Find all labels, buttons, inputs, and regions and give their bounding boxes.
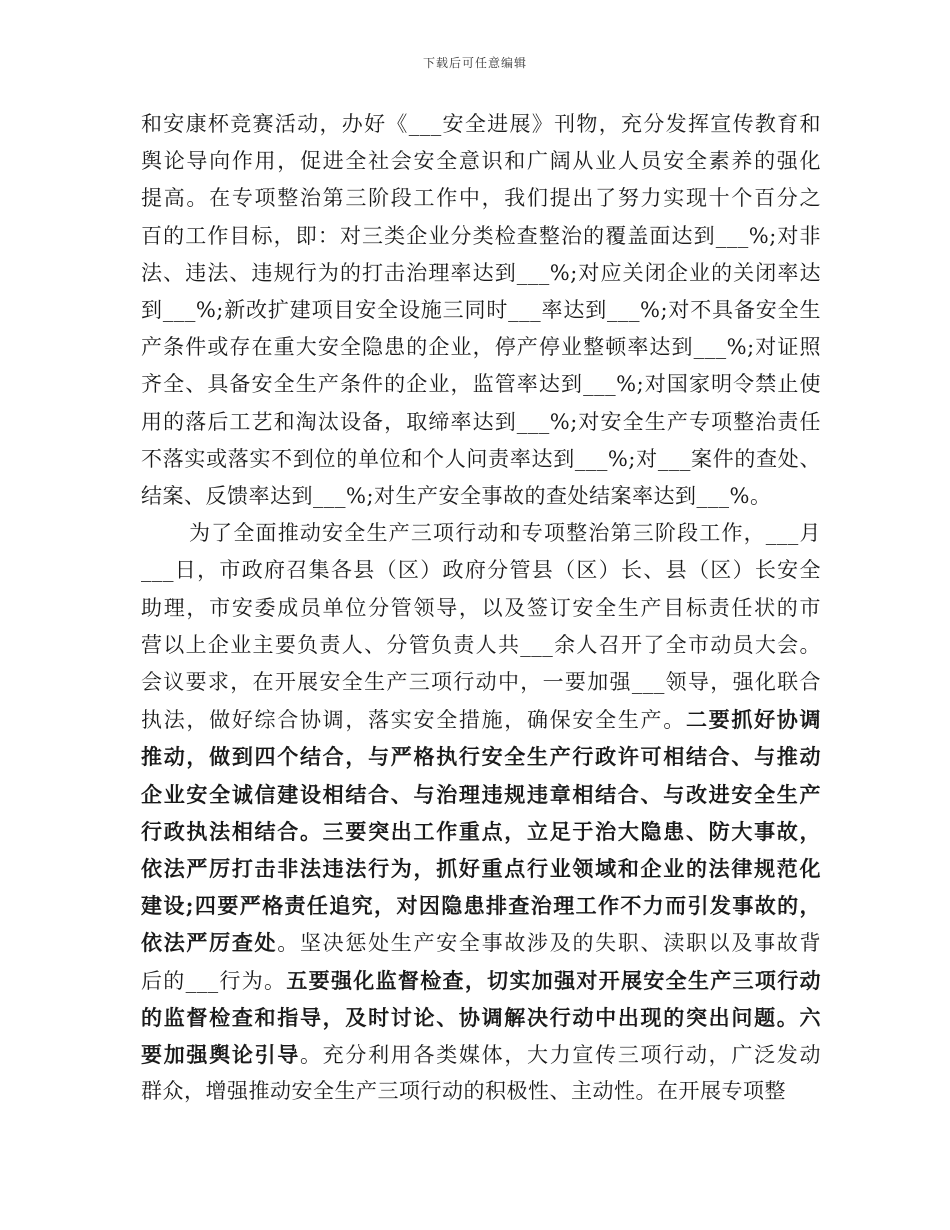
text-run: 法、违法、违规行为的打击治理率达到___%;对应关闭企业的关闭率达 [141,260,821,285]
text-line [141,366,821,403]
text-run: 产条件或存在重大安全隐患的企业，停产停业整顿率达到___%;对证照 [141,335,821,360]
text-line [141,1073,821,1110]
text-run: 和安康杯竞赛活动，办好《___安全进展》刊物，充分发挥宣传教育和 [141,112,821,136]
text-line [141,590,821,627]
bold-text-run: 二要抓好协调 [685,707,822,733]
text-run: 齐全、具备安全生产条件的企业，监管率达到___%;对国家明令禁止使 [141,372,821,397]
text-line [141,218,821,255]
text-run: 舆论导向作用，促进全社会安全意识和广阔从业人员安全素养的强化 [141,149,821,174]
text-run: 执法，做好综合协调，落实安全措施，确保安全生产。 [141,708,686,733]
text-run: 群众，增强推动安全生产三项行动的积极性、主动性。在开展专项整 [141,1079,786,1104]
text-line [141,255,821,292]
bold-text-run: 的监督检查和指导，及时讨论、协调解决行动中出现的突出问题。六 [141,1004,821,1030]
text-run: 用的落后工艺和淘汰设备，取缔率达到___%;对安全生产专项整治责任 [141,409,821,434]
text-run: 百的工作目标，即：对三类企业分类检查整治的覆盖面达到___%;对非 [141,223,821,248]
text-run: 。充分利用各类媒体，大力宣传三项行动，广泛发动 [299,1043,822,1067]
text-line [141,329,821,366]
text-line [141,887,821,924]
text-line [141,999,821,1036]
bold-text-run: 依法严厉打击非法违法行为，抓好重点行业领域和企业的法律规范化 [141,856,821,881]
text-line [141,664,821,701]
text-line [141,776,821,813]
text-line [141,962,821,999]
text-run: 会议要求，在开展安全生产三项行动中，一要加强___领导，强化联合 [141,670,821,694]
bold-text-run: 推动，做到四个结合，与严格执行安全生产行政许可相结合、与推动 [141,744,821,770]
text-run: ___日，市政府召集各县（区）政府分管县（区）长、县（区）长安全 [141,558,821,583]
text-run: 为了全面推动安全生产三项行动和专项整治第三阶段工作，___月 [189,521,821,546]
bold-text-run: 行政执法相结合。三要突出工作重点，立足于治大隐患、防大事故， [141,818,821,844]
text-run: 不落实或落实不到位的单位和个人问责率达到___%;对___案件的查处、 [141,446,821,471]
text-line [141,441,821,478]
text-run: 到___%;新改扩建项目安全设施三同时___率达到___%;对不具备安全生 [141,298,821,322]
bold-text-run: 建设;四要严格责任追究，对因隐患排查治理工作不力而引发事故的， [141,893,821,919]
text-line [141,106,821,143]
text-run: 提高。在专项整治第三阶段工作中，我们提出了努力实现十个百分之 [141,186,821,211]
text-line [141,292,821,329]
text-line [141,850,821,887]
text-line [141,404,821,441]
page-header: 下载后可任意编辑 [422,56,527,70]
text-line [141,143,821,180]
text-line [141,627,821,664]
text-line [141,1036,821,1073]
text-line [141,180,821,217]
text-line [141,813,821,850]
bold-text-run: 企业安全诚信建设相结合、与治理违规违章相结合、与改进安全生产 [141,781,821,807]
text-run: 助理，市安委成员单位分管领导，以及签订安全生产目标责任状的市 [141,595,821,620]
text-run: 结案、反馈率达到___%;对生产安全事故的查处结案率达到___%。 [141,484,772,508]
text-run: 后的___行为。 [141,968,287,993]
text-line [141,701,821,738]
text-line [141,478,821,515]
text-run: 营以上企业主要负责人、分管负责人共___余人召开了全市动员大会。 [141,632,821,657]
text-line [141,738,821,775]
text-line [189,515,821,552]
bold-text-run: 要加强舆论引导 [141,1042,300,1067]
text-run: 。坚决惩处生产安全事故涉及的失职、渎职以及事故背 [277,931,822,956]
text-line [141,552,821,589]
bold-text-run: 依法严厉查处 [141,930,278,956]
text-line [141,924,821,961]
bold-text-run: 五要强化监督检查，切实加强对开展安全生产三项行动 [286,967,822,993]
